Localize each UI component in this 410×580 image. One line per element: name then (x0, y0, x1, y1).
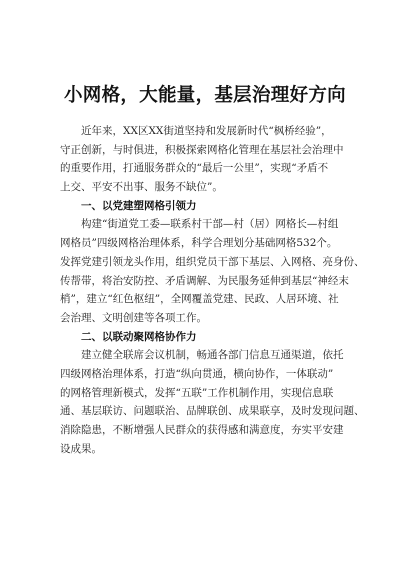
section-1-line: 传帮带，将治安防控、矛盾调解、为民服务延伸到基层“神经末 (60, 274, 349, 287)
section-1-line: 构建“街道党工委—联系村干部—村（居）网格长—村组 (81, 218, 339, 231)
section-1-line: 梢”，建立“红色枢纽”，全网覆盖党建、民政、人居环境、社 (60, 293, 339, 306)
section-1-line: 网格员”四级网格治理体系，科学合理划分基础网格532个。 (60, 237, 338, 250)
intro-paragraph (60, 122, 360, 197)
intro-line: 守正创新，与时俱进，积极探索网格化管理在基层社会治理中 (60, 143, 344, 156)
section-2-line: 设成果。 (60, 442, 102, 455)
section-2-line: 的网格管理新模式，发挥“五联”工作机制作用，实现信息联 (60, 386, 334, 399)
document-body (60, 122, 365, 458)
section-2-line: 建立健全联席会议机制，畅通各部门信息互通渠道，依托 (81, 349, 344, 362)
section-1-line: 发挥党建引领龙头作用，组织党员干部下基层、入网格、亮身份、 (60, 255, 365, 268)
section-2-line: 消除隐患，不断增强人民群众的获得感和满意度，夯实平安建 (60, 424, 344, 436)
section-heading-1: 一、以党建塑网格引领力 (81, 199, 197, 212)
intro-line: 近年来，XX区XX街道坚持和发展新时代“枫桥经验”， (81, 125, 332, 137)
section-1-line: 会治理、文明创建等各项工作。 (60, 311, 207, 324)
intro-line: 上交、平安不出事、服务不缺位”。 (60, 181, 223, 194)
section-2-line: 通、基层联访、问题联治、品牌联创、成果联享，及时发现问题、 (60, 405, 365, 418)
section-1-paragraph (60, 215, 365, 327)
section-heading-2: 二、以联动聚网格协作力 (81, 330, 197, 343)
intro-line: 的重要作用，打通服务群众的“最后一公里”，实现“矛盾不 (60, 162, 329, 175)
section-2-paragraph (60, 346, 365, 458)
document-title: 小网格，大能量，基层治理好方向 (63, 85, 346, 106)
section-2-line: 四级网格治理体系，打造“纵向贯通，横向协作，一体联动” (60, 367, 334, 380)
